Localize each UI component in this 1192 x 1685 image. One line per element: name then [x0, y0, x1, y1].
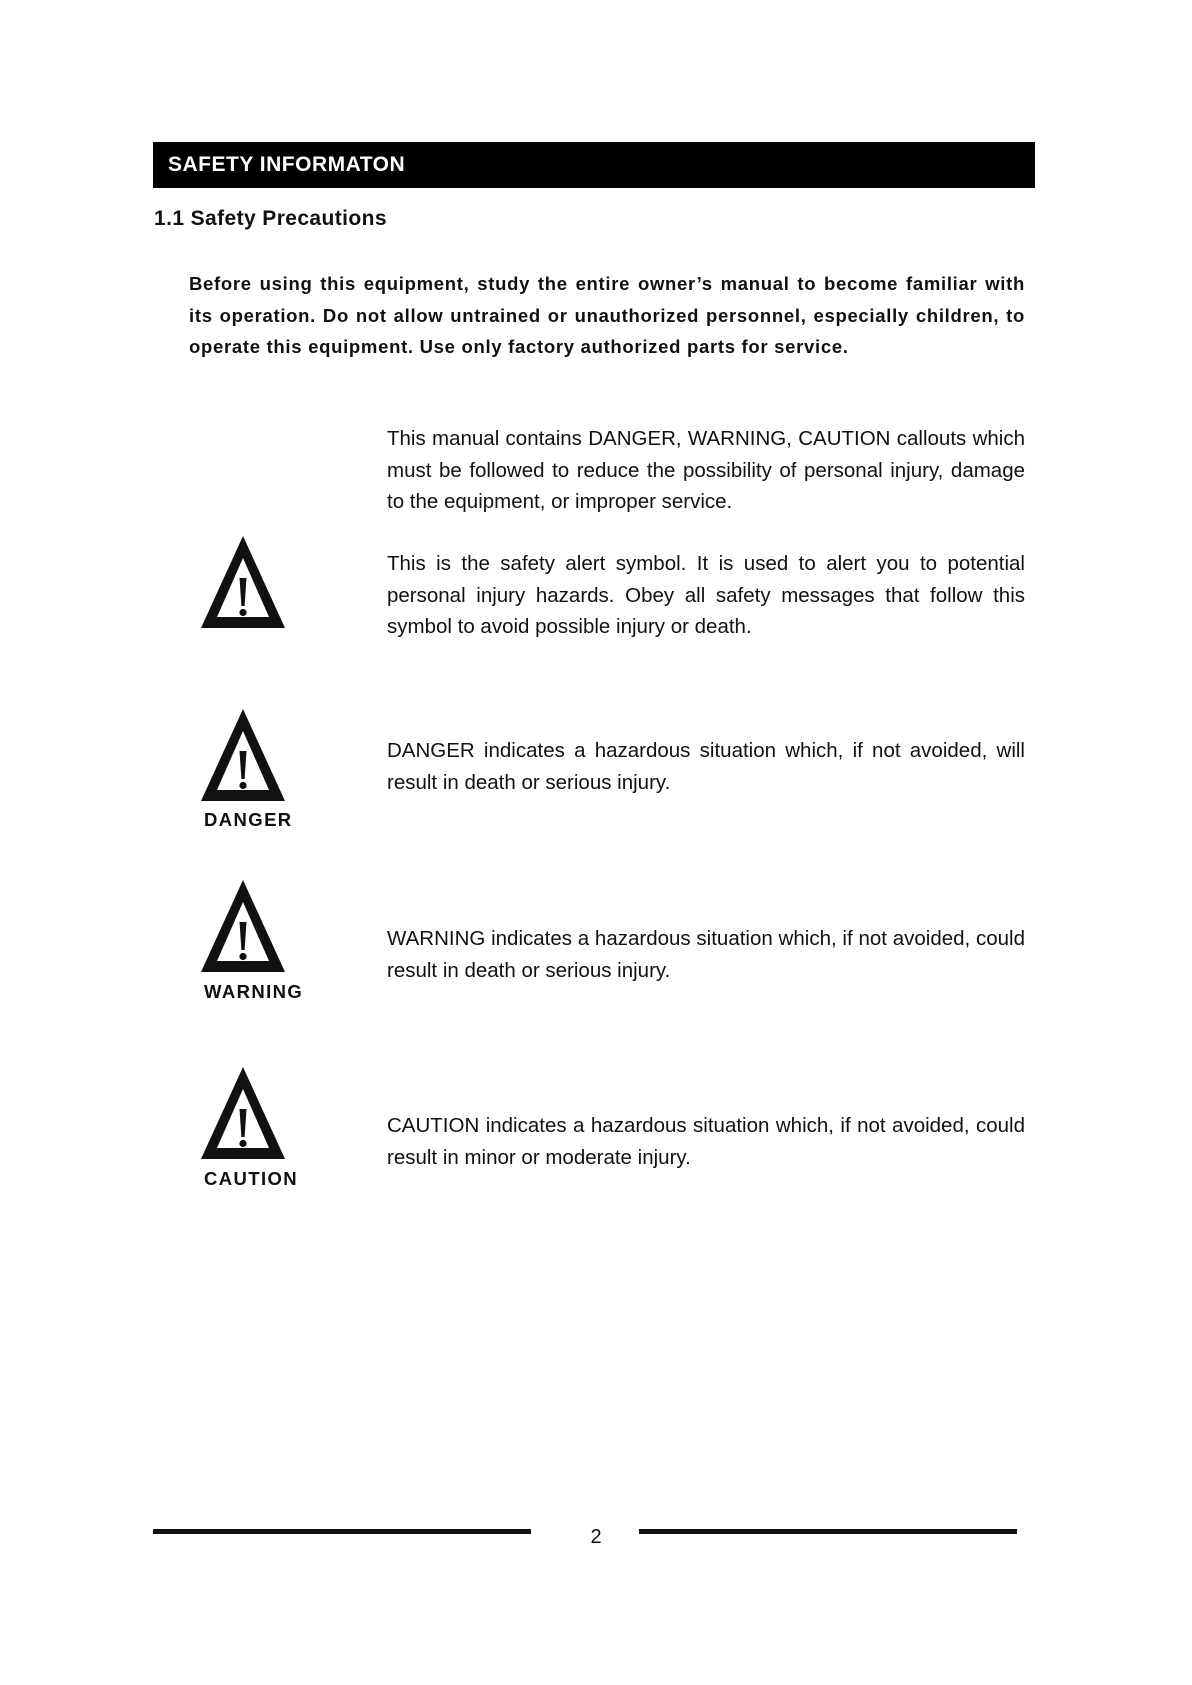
danger-description: DANGER indicates a hazardous situation which, if not avoided, will result in death or serious injury.	[387, 739, 1025, 794]
section-title: SAFETY INFORMATON	[168, 153, 406, 176]
caution-warning-triangle-icon	[199, 1065, 287, 1161]
caution-label: CAUTION	[204, 1168, 299, 1189]
danger-warning-triangle-icon	[199, 707, 287, 803]
subsection-heading: 1.1 Safety Precautions	[154, 207, 387, 230]
section-title-bar	[153, 142, 1035, 188]
safety-alert-warning-triangle-icon	[199, 534, 287, 630]
warning-description: WARNING indicates a hazardous situation which, if not avoided, could result in death or serious injury.	[387, 927, 1025, 982]
danger-label: DANGER	[204, 809, 293, 830]
page-number: 2	[590, 1526, 602, 1548]
manual-callout-note: This manual contains DANGER, WARNING, CAUTION callouts which must be followed to reduce the possibility of personal injury, damage to the equipment, or improper service.	[387, 427, 1025, 513]
warning-warning-triangle-icon	[199, 878, 287, 974]
warning-label: WARNING	[204, 981, 304, 1002]
intro-paragraph: Before using this equipment, study the entire owner’s manual to become familiar with its operation. Do not allow untrained or unauthorized personnel, especially children, to operate this equipment. Use only factory authorized parts for service.	[189, 273, 1025, 357]
footer-rule-right	[639, 1529, 1017, 1534]
caution-description: CAUTION indicates a hazardous situation which, if not avoided, could result in minor or moderate injury.	[387, 1114, 1025, 1169]
footer-rule-left	[153, 1529, 531, 1534]
safety-alert-description: This is the safety alert symbol. It is used to alert you to potential personal injury hazards. Obey all safety messages that follow this symbol to avoid possible injury or death.	[387, 552, 1025, 638]
